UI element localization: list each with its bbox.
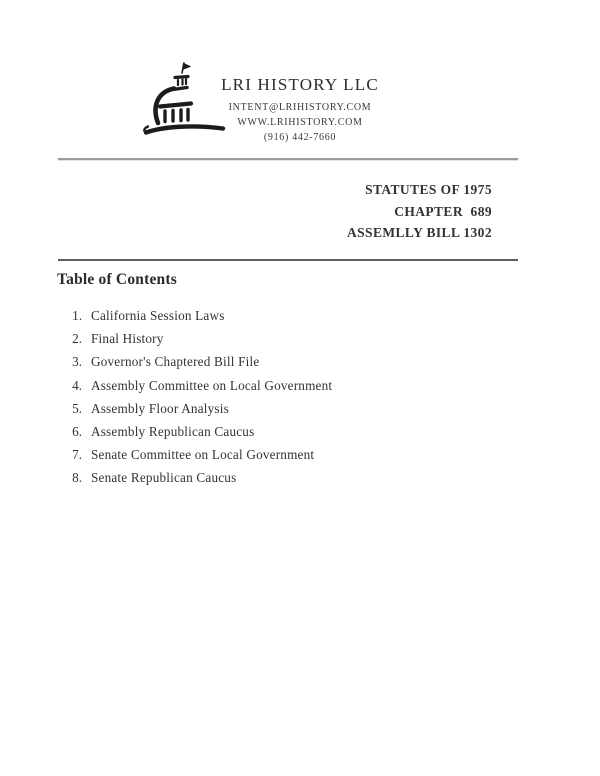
company-website: WWW.LRIHISTORY.COM: [237, 117, 363, 128]
toc-item-number: 8.: [72, 470, 82, 486]
toc-item: [57, 397, 517, 420]
toc-item-label: Governor's Chaptered Bill File: [91, 354, 260, 370]
toc-item: [57, 327, 517, 350]
toc-item: [57, 466, 517, 489]
toc-item-label: Senate Committee on Local Government: [91, 447, 315, 463]
toc-item-number: 6.: [72, 424, 82, 440]
toc-item: [57, 443, 517, 466]
statutes-line: STATUTES OF 1975: [365, 182, 492, 197]
toc-item: [57, 304, 517, 327]
divider-top: [58, 158, 518, 160]
company-phone: (916) 442-7660: [263, 132, 337, 143]
letterhead: [0, 75, 600, 143]
toc-item-label: Assembly Floor Analysis: [91, 400, 229, 416]
toc-item-label: Final History: [91, 331, 164, 347]
toc-item: [57, 350, 517, 373]
assembly-bill-line: ASSEMLLY BILL 1302: [346, 225, 492, 240]
case-header: [347, 179, 492, 244]
toc-list: [57, 304, 517, 490]
company-email: INTENT@LRIHISTORY.COM: [228, 102, 372, 113]
toc-item-number: 3.: [72, 354, 82, 370]
toc-item-label: Assembly Committee on Local Government: [91, 377, 333, 393]
toc-item-number: 7.: [72, 447, 82, 463]
company-name: LRI HISTORY LLC: [221, 75, 379, 94]
toc-item-label: Senate Republican Caucus: [91, 470, 237, 486]
divider-bottom: [58, 259, 518, 261]
toc-item-label: Assembly Republican Caucus: [91, 424, 255, 440]
toc-item-number: 5.: [72, 400, 82, 416]
toc-item-number: 2.: [72, 331, 82, 347]
toc-item-label: California Session Laws: [91, 308, 225, 323]
toc-item-number: 4.: [72, 377, 82, 393]
toc-item: [57, 374, 517, 397]
toc-item: [57, 420, 517, 443]
toc-item-number: 1.: [72, 308, 82, 323]
chapter-line: CHAPTER 689: [394, 203, 492, 219]
toc-title: Table of Contents: [57, 271, 177, 288]
